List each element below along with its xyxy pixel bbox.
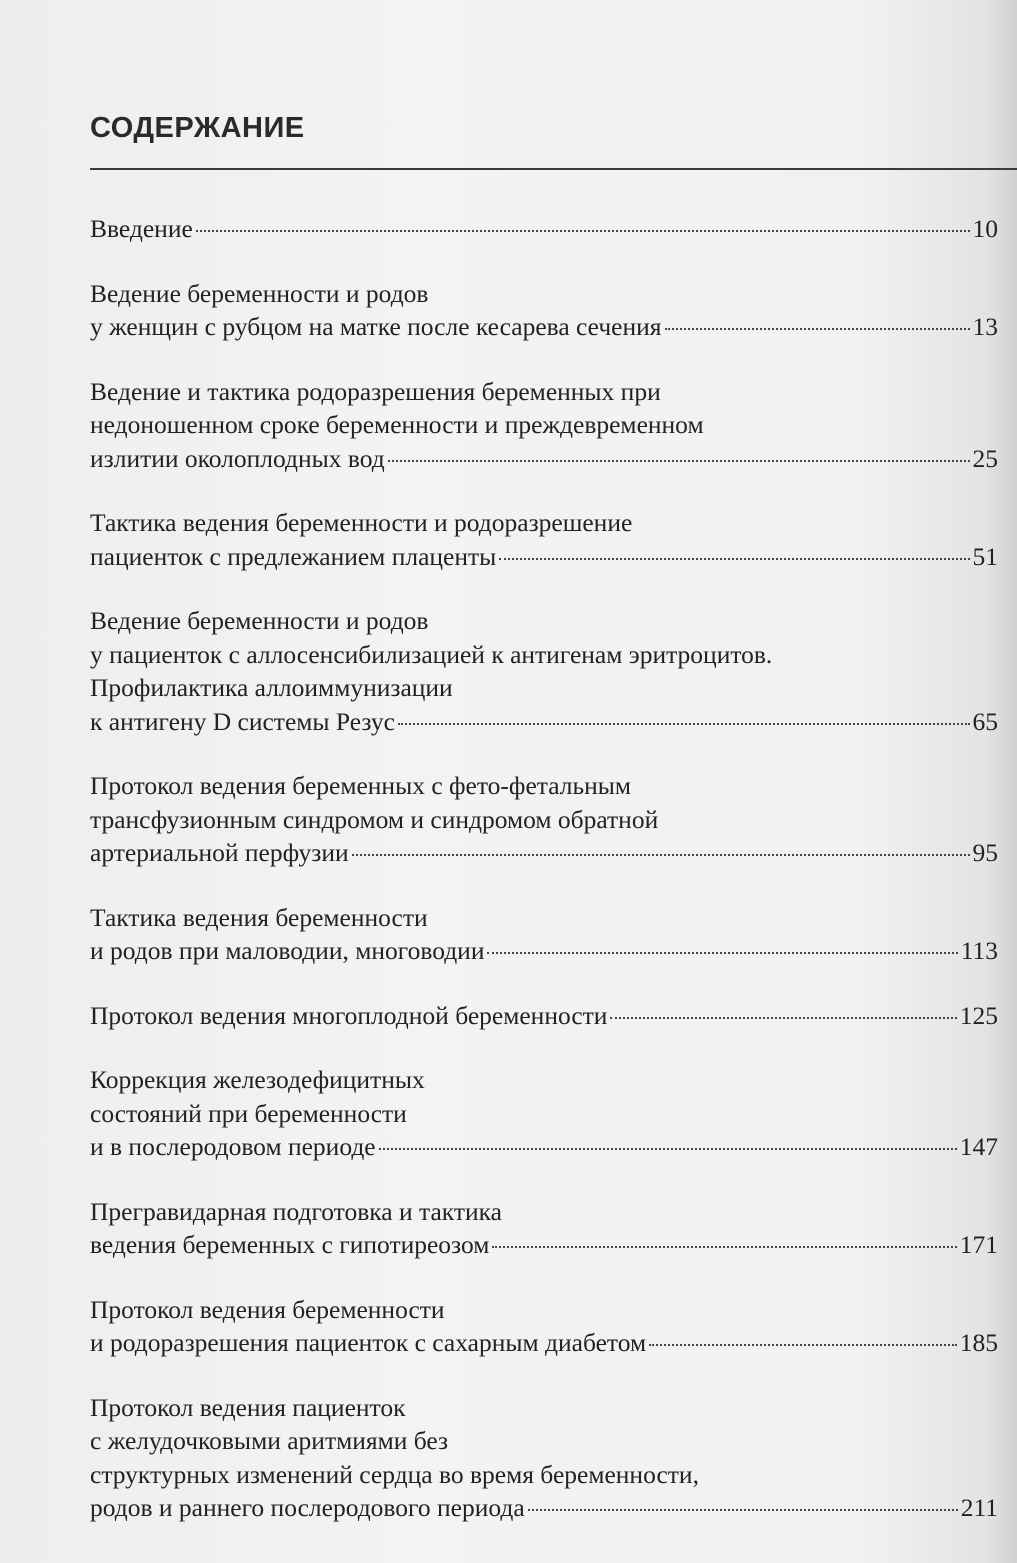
toc-entry-title-line: Протокол ведения пациенток (90, 1392, 406, 1422)
toc-entry-last-line (90, 310, 998, 344)
toc-entry[interactable] (90, 212, 998, 246)
toc-entry-title-line: Протокол ведения беременности (90, 1294, 445, 1324)
toc-entry-page-number: 25 (972, 443, 998, 473)
toc-entry[interactable] (90, 277, 998, 344)
toc-entry-page-number: 10 (972, 214, 998, 243)
toc-entry-last-line (90, 836, 998, 870)
toc-entry[interactable] (90, 999, 998, 1033)
toc-entry-title-line: излитии околоплодных вод (90, 443, 385, 473)
toc-entry-last-line (90, 212, 998, 246)
toc-entry-page-number: 65 (972, 706, 998, 736)
toc-entry-title-line: артериальной перфузии (90, 838, 349, 867)
dot-leader (398, 723, 970, 725)
toc-entry-page-number: 171 (959, 1230, 998, 1259)
dot-leader (388, 460, 970, 462)
heading-divider (90, 168, 1017, 170)
toc-entry-title-line: структурных изменений сердца во время беременности, (90, 1459, 699, 1489)
dot-leader (499, 558, 969, 560)
toc-entry-last-line (90, 1326, 998, 1360)
toc-entry-title-line: Ведение беременности и родов (90, 278, 429, 308)
toc-entry-last-line (90, 934, 998, 968)
toc-entry-title-line: Введение (90, 214, 193, 243)
dot-leader (352, 854, 970, 856)
toc-entry-title-line: Протокол ведения многоплодной беременности (90, 1000, 608, 1030)
toc-entry[interactable] (90, 604, 998, 738)
toc-entry-page-number: 13 (972, 312, 998, 341)
toc-entry-title-line: ведения беременных с гипотиреозом (90, 1230, 490, 1259)
toc-entry[interactable] (90, 1195, 998, 1262)
dot-leader (196, 230, 970, 232)
toc-entry-last-line (90, 1491, 998, 1525)
toc-entry-title-line: состояний при беременности (90, 1098, 407, 1128)
toc-entry-title-line: недоношенном сроке беременности и преждевременном (90, 410, 704, 439)
contents-heading: СОДЕРЖАНИЕ (90, 112, 305, 144)
toc-entry-title-line: Протокол ведения беременных с фето-фетальным (90, 771, 632, 800)
toc-entry-title-line: у женщин с рубцом на матке после кесарева сечения (90, 312, 662, 341)
toc-entry-title-line: Тактика ведения беременности и родоразрешение (90, 508, 633, 537)
toc-entry[interactable] (90, 769, 998, 870)
dot-leader (492, 1246, 956, 1248)
toc-entry-title-line: Ведение беременности и родов (90, 606, 429, 635)
toc-entry-title-line: к антигену D системы Резус (90, 706, 395, 736)
toc-entry-title-line: пациенток с предлежанием плаценты (90, 541, 497, 571)
toc-entry-title-line: с желудочковыми аритмиями без (90, 1426, 449, 1455)
toc-entry-page-number: 185 (959, 1328, 998, 1357)
toc-entry-last-line (90, 442, 998, 476)
toc-entry-page-number: 51 (972, 541, 998, 571)
toc-entry-page-number: 211 (960, 1493, 998, 1522)
toc-entry[interactable] (90, 901, 998, 968)
toc-entry-title-line: Профилактика аллоиммунизации (90, 673, 453, 702)
toc-entry-last-line (90, 705, 998, 739)
toc-entry[interactable] (90, 1391, 998, 1525)
toc-entry-title-line: родов и раннего послеродового периода (90, 1493, 525, 1522)
toc-entry-title-line: Тактика ведения беременности (90, 902, 428, 932)
toc-entry-page-number: 95 (972, 838, 998, 867)
toc-entry[interactable] (90, 1293, 998, 1360)
toc-entry-title-line: Ведение и тактика родоразрешения беременных при (90, 376, 661, 406)
toc-entry-title-line: Коррекция железодефицитных (90, 1065, 425, 1094)
toc-entry-title-line: и родоразрешения пациенток с сахарным диабетом (90, 1328, 647, 1357)
toc-entry[interactable] (90, 1063, 998, 1164)
table-of-contents (90, 212, 998, 1556)
toc-entry[interactable] (90, 506, 998, 573)
dot-leader (665, 328, 970, 330)
toc-entry-title-line: трансфузионным синдромом и синдромом обратной (90, 804, 659, 834)
toc-entry-title-line: Прегравидарная подготовка и тактика (90, 1196, 502, 1226)
dot-leader (610, 1017, 956, 1019)
dot-leader (528, 1509, 958, 1511)
toc-entry-title-line: и родов при маловодии, многоводии (90, 936, 485, 965)
toc-entry-last-line (90, 1228, 998, 1262)
toc-entry-page-number: 147 (959, 1132, 998, 1161)
toc-entry-last-line (90, 540, 998, 574)
dot-leader (379, 1148, 957, 1150)
toc-entry-last-line (90, 1130, 998, 1164)
dot-leader (487, 952, 957, 954)
toc-entry-title-line: и в послеродовом периоде (90, 1132, 376, 1161)
dot-leader (649, 1344, 957, 1346)
toc-entry-last-line (90, 999, 998, 1033)
toc-entry-page-number: 113 (960, 936, 998, 965)
toc-entry[interactable] (90, 375, 998, 476)
toc-entry-title-line: у пациенток с аллосенсибилизацией к антигенам эритроцитов. (90, 639, 773, 669)
toc-entry-page-number: 125 (959, 1000, 998, 1030)
